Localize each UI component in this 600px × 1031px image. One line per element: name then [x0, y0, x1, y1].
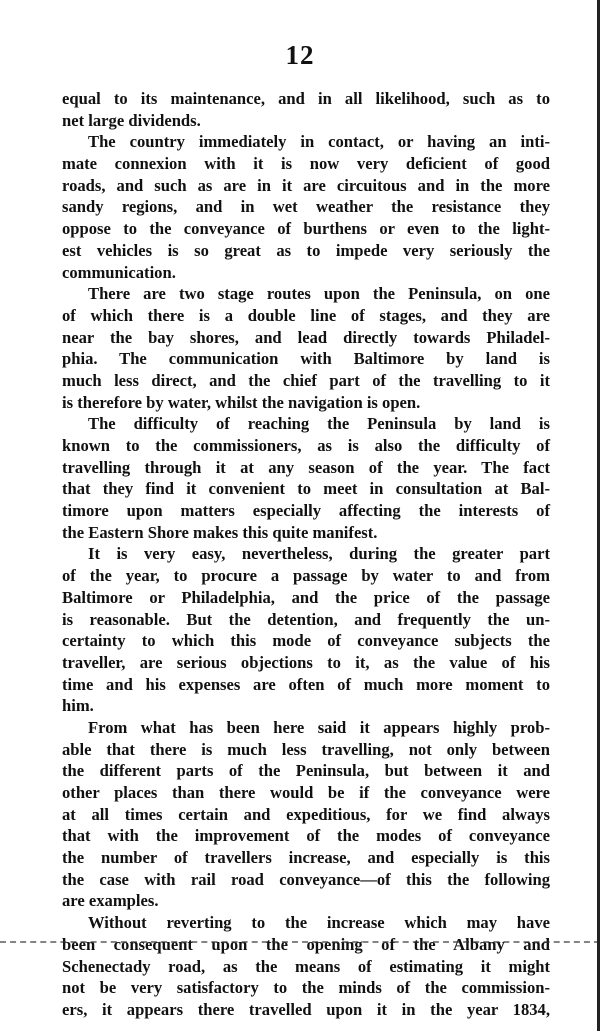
text-line: timore upon matters especially affecting the interests of [62, 501, 550, 521]
text-line: near the bay shores, and lead directly towards Philadel- [62, 327, 550, 347]
text-line: communication. [62, 262, 176, 282]
text-line: Baltimore or Philadelphia, and the price of the passage [62, 587, 550, 607]
text-line: at all times certain and expeditious, for we find always [62, 804, 550, 824]
text-line: is reasonable. But the detention, and frequently the un- [62, 609, 550, 629]
text-line: is therefore by water, whilst the navigation is open. [62, 392, 421, 412]
text-line: the number of travellers increase, and especially is this [62, 848, 550, 868]
text-line: able that there is much less travelling, not only between [62, 739, 550, 759]
text-line: oppose to the conveyance of burthens or even to the light- [62, 219, 550, 239]
text-line: From what has been here said it appears highly prob- [88, 717, 550, 737]
text-line: certainty to which this mode of conveyance subjects the [62, 631, 550, 651]
text-line: mate connexion with it is now very deficient of good [62, 154, 550, 174]
text-line: There are two stage routes upon the Peninsula, on one [88, 284, 550, 304]
text-line: sandy regions, and in wet weather the resistance they [62, 197, 550, 217]
text-line: not be very satisfactory to the minds of the commission- [62, 978, 550, 998]
text-line: It is very easy, nevertheless, during the greater part [88, 544, 550, 564]
text-line: time and his expenses are often of much more moment to [62, 674, 550, 694]
page-number: 12 [285, 40, 315, 70]
text-line: traveller, are serious objections to it, as the value of his [62, 652, 550, 672]
text-line: Without reverting to the increase which may have [88, 913, 550, 933]
text-line: that with the improvement of the modes of conveyance [62, 826, 550, 846]
text-line: phia. The communication with Baltimore by land is [62, 349, 550, 369]
text-line: The difficulty of reaching the Peninsula by land is [88, 414, 550, 434]
text-line: much less direct, and the chief part of the travelling to it [62, 370, 550, 390]
text-line: roads, and such as are in it are circuitous and in the more [62, 175, 550, 195]
text-line: ers, it appears there travelled upon it in the year 1834, [62, 999, 550, 1019]
text-line: net large dividends. [62, 110, 201, 130]
text-line: of the year, to procure a passage by water to and from [62, 566, 550, 586]
text-line: travelling through it at any season of the year. The fact [62, 457, 550, 477]
text-line: that they find it convenient to meet in consultation at Bal- [62, 479, 550, 499]
text-line: other places than there would be if the conveyance were [62, 783, 550, 802]
page-tear-divider [0, 941, 600, 943]
text-line: known to the commissioners, as is also the difficulty of [62, 436, 550, 455]
text-line: the case with rail road conveyance—of this the following [62, 869, 550, 889]
text-line: equal to its maintenance, and in all likelihood, such as to [62, 89, 550, 108]
text-line: Schenectady road, as the means of estimating it might [62, 956, 550, 976]
text-line: the Eastern Shore makes this quite manifest. [62, 522, 378, 542]
text-line: est vehicles is so great as to impede very seriously the [62, 240, 550, 260]
text-line: been consequent upon the opening of the Albany and [62, 934, 550, 954]
text-line: of which there is a double line of stages, and they are [62, 305, 550, 325]
body-text [62, 88, 550, 1021]
text-line: the different parts of the Peninsula, but between it and [62, 761, 550, 781]
text-line: him. [62, 696, 94, 716]
text-line: are examples. [62, 891, 159, 911]
text-line: The country immediately in contact, or having an inti- [88, 132, 550, 152]
